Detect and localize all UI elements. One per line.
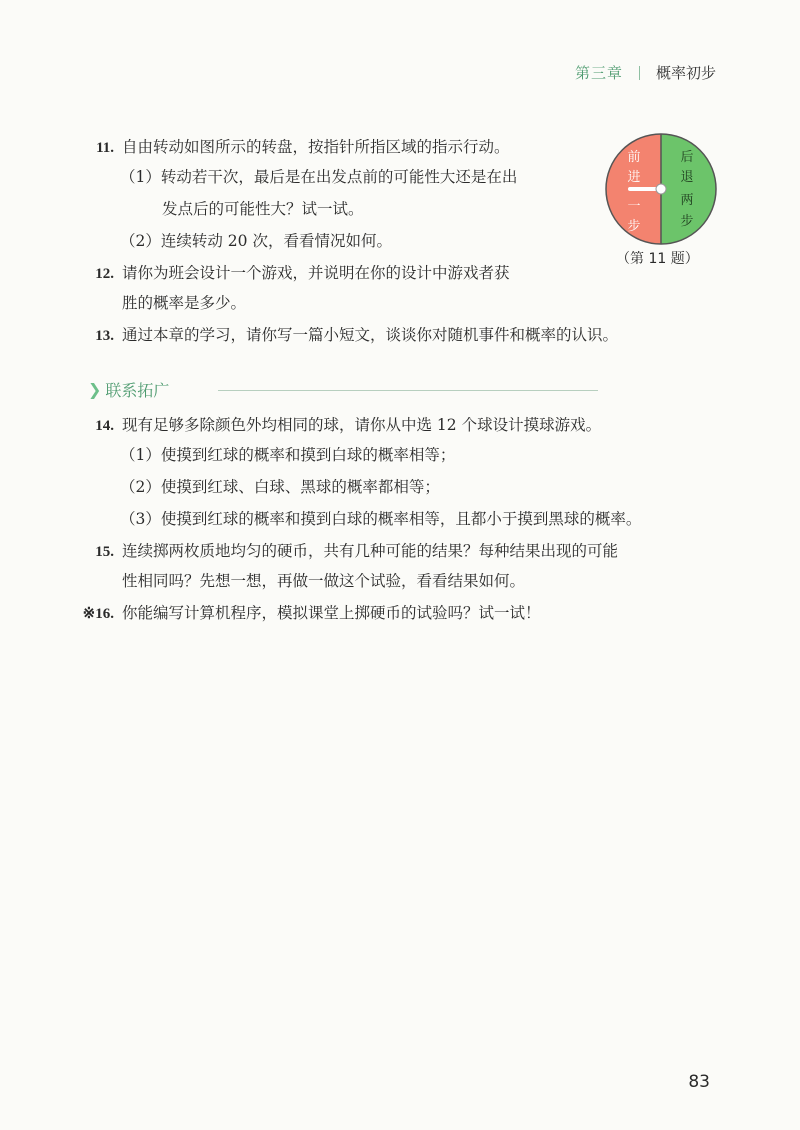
problem-15-continued: 性相同吗？先想一想，再做一做这个试验，看看结果如何。 — [122, 572, 526, 590]
problem-11-part-1: （1）转动若干次，最后是在出发点前的可能性大还是在出 — [120, 168, 518, 186]
header-divider — [639, 66, 640, 80]
problem-number: 11. — [96, 140, 114, 156]
spinner-left-char-2: 进 — [627, 170, 641, 185]
spinner-left-char-4: 步 — [627, 219, 641, 234]
problem-11-part-2: （2）连续转动 20 次，看看情况如何。 — [120, 232, 392, 250]
problem-number: 15. — [95, 544, 114, 560]
spinner-right-char-3: 两 — [680, 193, 694, 208]
problem-16 — [62, 598, 702, 629]
figure-caption: （第 11 题） — [616, 251, 699, 267]
page-number: 83 — [688, 1072, 710, 1092]
problem-text: 你能编写计算机程序，模拟课堂上掷硬币的试验吗？试一试！ — [122, 604, 541, 622]
problem-14 — [78, 410, 718, 441]
section-rule — [218, 390, 598, 391]
spinner-left-char-3: 一 — [627, 199, 641, 214]
problem-14-part-3: （3）使摸到红球的概率和摸到白球的概率相等，且都小于摸到黑球的概率。 — [120, 510, 642, 528]
section-heading — [88, 378, 169, 401]
spinner-left-char-1: 前 — [627, 150, 641, 165]
running-header — [575, 62, 716, 83]
problem-number: 12. — [95, 266, 114, 282]
spinner-right-char-4: 步 — [680, 214, 694, 229]
problem-15 — [78, 536, 718, 567]
chapter-topic: 概率初步 — [655, 64, 716, 82]
spinner-right-char-2: 退 — [680, 170, 694, 185]
problem-number: 14. — [95, 418, 114, 434]
problem-text: 自由转动如图所示的转盘，按指针所指区域的指示行动。 — [122, 138, 510, 156]
problem-text: 请你为班会设计一个游戏，并说明在你的设计中游戏者获 — [122, 264, 510, 282]
problem-11-part-1-continued: 发点后的可能性大？试一试。 — [162, 200, 364, 218]
spinner-right-char-1: 后 — [680, 150, 694, 165]
problem-text: 连续掷两枚质地均匀的硬币，共有几种可能的结果？每种结果出现的可能 — [122, 542, 619, 560]
problem-13 — [78, 320, 718, 351]
problem-number: ※16. — [82, 606, 114, 622]
problem-14-part-2: （2）使摸到红球、白球、黑球的概率都相等； — [120, 478, 440, 496]
section-title: 联系拓广 — [105, 381, 170, 400]
chapter-label: 第三章 — [574, 64, 623, 82]
spinner-pivot — [656, 184, 666, 194]
problem-12-continued: 胜的概率是多少。 — [122, 294, 247, 312]
problem-number: 13. — [95, 328, 114, 344]
chevron-right-icon: ❯ — [88, 380, 102, 399]
problem-12 — [78, 258, 718, 289]
problem-text: 通过本章的学习，请你写一篇小短文，谈谈你对随机事件和概率的认识。 — [122, 326, 619, 344]
problem-text: 现有足够多除颜色外均相同的球，请你从中选 12 个球设计摸球游戏。 — [122, 416, 602, 434]
problem-14-part-1: （1）使摸到红球的概率和摸到白球的概率相等； — [120, 446, 456, 464]
spinner-figure — [604, 132, 718, 246]
